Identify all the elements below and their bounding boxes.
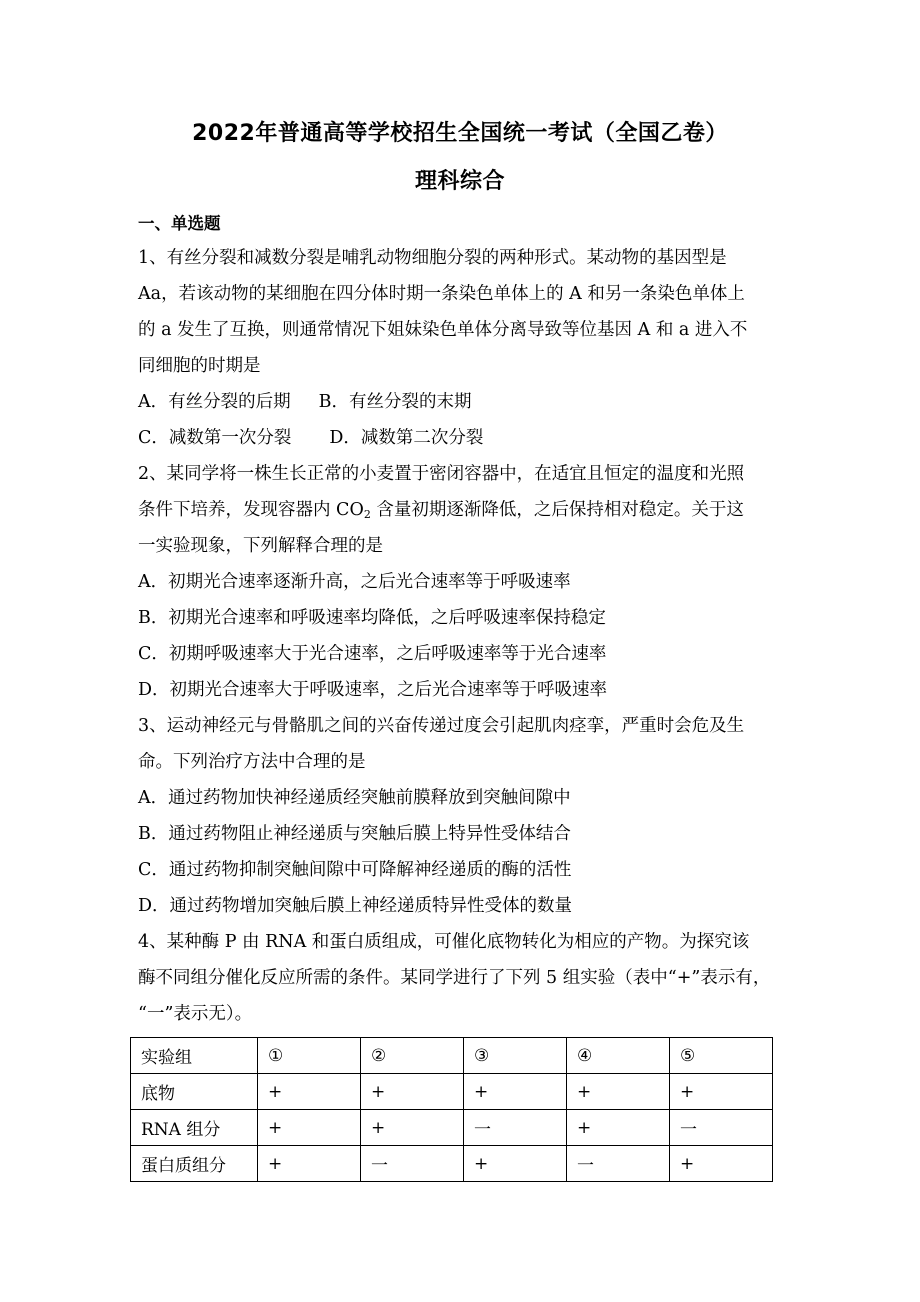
exam-title: 2022年普通高等学校招生全国统一考试（全国乙卷） (192, 121, 728, 146)
q1-option-a: A．有丝分裂的后期 (138, 392, 291, 412)
exam-subtitle: 理科综合 (414, 169, 505, 194)
q4-stem-line-3: “一”表示无）。 (138, 1004, 253, 1024)
table-cell: + (258, 1110, 361, 1146)
table-header-cell: ⑤ (670, 1038, 773, 1074)
table-cell: 一 (567, 1146, 670, 1182)
table-cell: + (464, 1146, 567, 1182)
table-header-cell: ④ (567, 1038, 670, 1074)
table-cell: + (567, 1074, 670, 1110)
q2-stem-line-1: 2、某同学将一株生长正常的小麦置于密闭容器中，在适宜且恒定的温度和光照 (138, 464, 745, 484)
q2-option-d: D．初期光合速率大于呼吸速率，之后光合速率等于呼吸速率 (138, 680, 608, 700)
q1-option-d: D．减数第二次分裂 (329, 428, 484, 448)
table-cell: + (258, 1074, 361, 1110)
q3-option-a: A．通过药物加快神经递质经突触前膜释放到突触间隙中 (138, 788, 571, 808)
q1-stem-line-1: 1、有丝分裂和减数分裂是哺乳动物细胞分裂的两种形式。某动物的基因型是 (138, 248, 727, 268)
q2-stem-line-2 (138, 498, 744, 527)
q2-stem-line-2-pre: 条件下培养，发现容器内 CO (138, 500, 364, 520)
q1-option-c: C．减数第一次分裂 (138, 428, 292, 448)
table-cell: + (361, 1074, 464, 1110)
q3-stem-line-1: 3、运动神经元与骨骼肌之间的兴奋传递过度会引起肌肉痉挛，严重时会危及生 (138, 716, 745, 736)
q4-stem-line-1: 4、某种酶 P 由 RNA 和蛋白质组成，可催化底物转化为相应的产物。为探究该 (138, 932, 750, 952)
table-row-label: 底物 (131, 1074, 258, 1110)
table-row (131, 1146, 773, 1182)
table-header-row (131, 1038, 773, 1074)
co2-subscript: 2 (363, 508, 371, 521)
table-cell: 一 (464, 1110, 567, 1146)
q2-option-b: B．初期光合速率和呼吸速率均降低，之后呼吸速率保持稳定 (138, 608, 606, 628)
q1-options-row-2 (138, 426, 483, 450)
q2-option-a: A．初期光合速率逐渐升高，之后光合速率等于呼吸速率 (138, 572, 571, 592)
q3-option-d: D．通过药物增加突触后膜上神经递质特异性受体的数量 (138, 896, 573, 916)
q1-stem-line-3: 的 a 发生了互换，则通常情况下姐妹染色单体分离导致等位基因 A 和 a 进入不 (138, 320, 748, 340)
q2-option-c: C．初期呼吸速率大于光合速率，之后呼吸速率等于光合速率 (138, 644, 607, 664)
q1-option-b: B．有丝分裂的末期 (318, 392, 472, 412)
q3-stem-line-2: 命。下列治疗方法中合理的是 (138, 752, 366, 772)
q4-stem-line-2: 酶不同组分催化反应所需的条件。某同学进行了下列 5 组实验（表中“+”表示有， (138, 968, 771, 988)
table-cell: + (464, 1074, 567, 1110)
table-cell: + (670, 1146, 773, 1182)
q2-stem-line-3: 一实验现象，下列解释合理的是 (138, 536, 383, 556)
table-cell: 一 (361, 1146, 464, 1182)
table-row (131, 1074, 773, 1110)
table-cell: + (567, 1110, 670, 1146)
q1-stem-line-2: Aa，若该动物的某细胞在四分体时期一条染色单体上的 A 和另一条染色单体上 (138, 284, 745, 304)
q3-option-c: C．通过药物抑制突触间隙中可降解神经递质的酶的活性 (138, 860, 572, 880)
q1-stem-line-4: 同细胞的时期是 (138, 356, 261, 376)
table-cell: 一 (670, 1110, 773, 1146)
table-row (131, 1110, 773, 1146)
table-header-cell: ② (361, 1038, 464, 1074)
table-cell: + (361, 1110, 464, 1146)
table-row-label: 蛋白质组分 (131, 1146, 258, 1182)
q3-option-b: B．通过药物阻止神经递质与突触后膜上特异性受体结合 (138, 824, 571, 844)
section-heading: 一、单选题 (138, 214, 221, 233)
q1-options-row-1 (138, 390, 472, 414)
experiment-table (130, 1037, 773, 1182)
q2-stem-line-2-post: 含量初期逐渐降低，之后保持相对稳定。关于这 (370, 500, 744, 520)
table-cell: + (670, 1074, 773, 1110)
table-header-cell: ③ (464, 1038, 567, 1074)
table-row-label: RNA 组分 (131, 1110, 258, 1146)
table-cell: + (258, 1146, 361, 1182)
table-header-cell: ① (258, 1038, 361, 1074)
table-header-cell: 实验组 (131, 1038, 258, 1074)
